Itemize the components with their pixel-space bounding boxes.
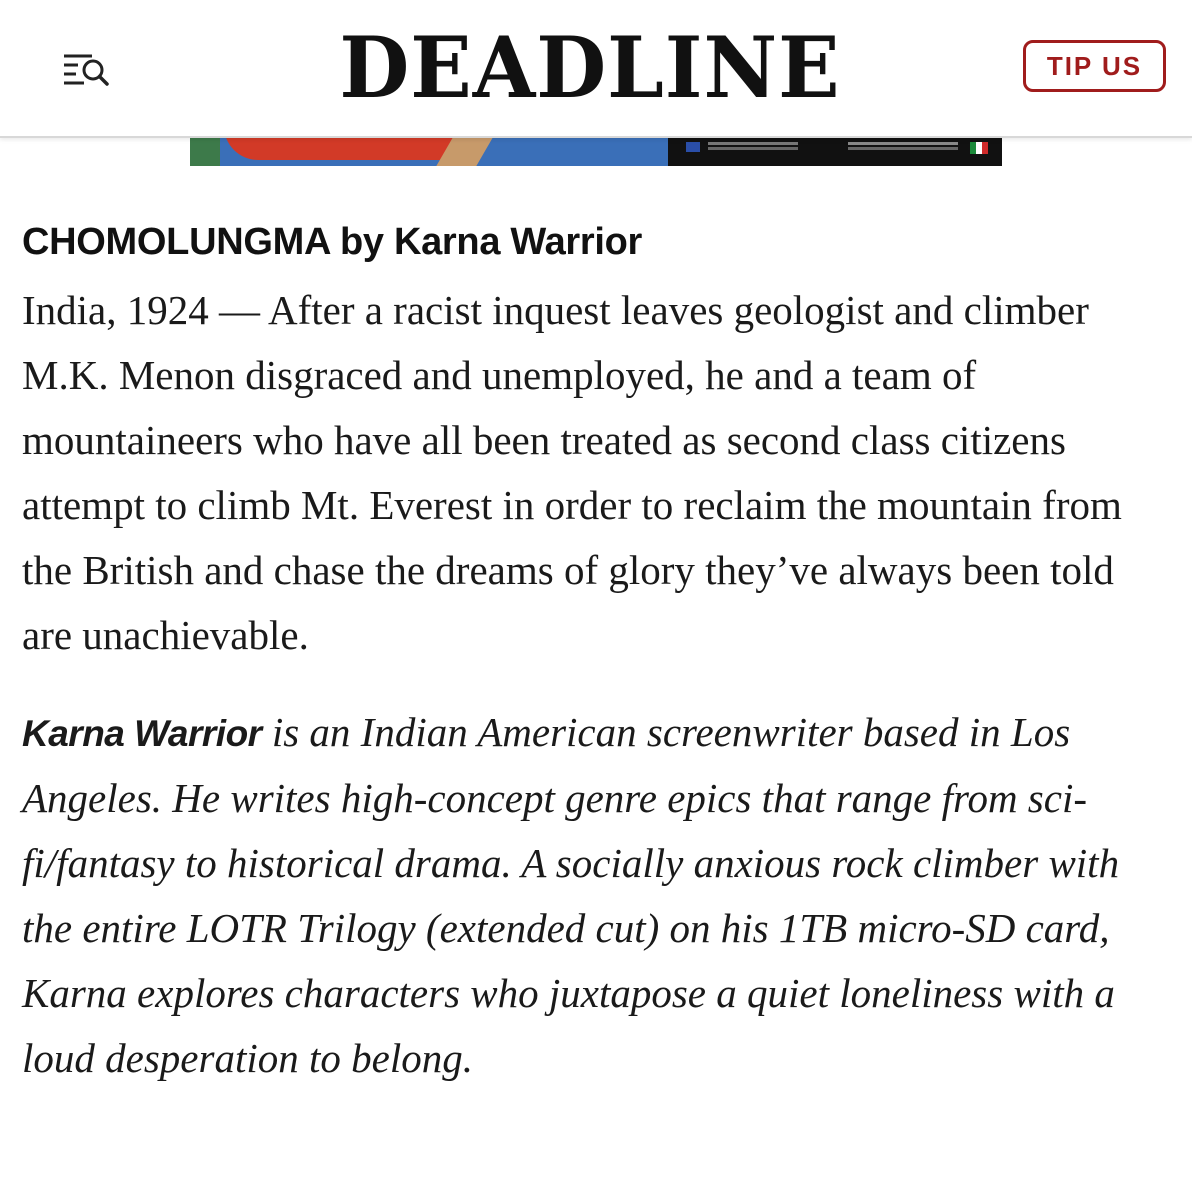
tip-us-button[interactable]: TIP US	[1023, 40, 1166, 92]
eu-flag-icon	[686, 142, 700, 152]
bio-name: Karna Warrior	[22, 713, 262, 754]
bio-text: is an Indian American screenwriter based in Los Angeles. He writes high-concept genre epics that range from sci-fi/fantasy to historical drama. A socially anxious rock climber with the entire LOTR Trilogy (extended cut) on his 1TB micro-SD card, Karna explores characters who juxtapose a quiet loneliness with a loud desperation to belong.	[22, 709, 1120, 1081]
site-logo[interactable]: DEADLINE	[339, 18, 841, 117]
article-content	[22, 214, 1172, 1091]
italy-flag-icon	[970, 142, 988, 154]
site-header	[0, 0, 1192, 138]
advertisement-banner[interactable]	[190, 136, 1002, 166]
ad-sponsor-strip	[668, 136, 1002, 166]
menu-search-icon[interactable]	[62, 52, 110, 86]
bio-paragraph	[22, 700, 1172, 1091]
entry-title: CHOMOLUNGMA by Karna Warrior	[22, 221, 643, 263]
logline-paragraph: India, 1924 — After a racist inquest leaves geologist and climber M.K. Menon disgraced and unemployed, he and a team of mountaineers who have all been treated as second class citizens attempt to climb Mt. Everest in order to reclaim the mountain from the British and chase the dreams of glory they’ve always been told are unachievable.	[22, 287, 1122, 658]
menu-search-glyph	[62, 52, 110, 86]
ad-artwork	[190, 136, 668, 166]
